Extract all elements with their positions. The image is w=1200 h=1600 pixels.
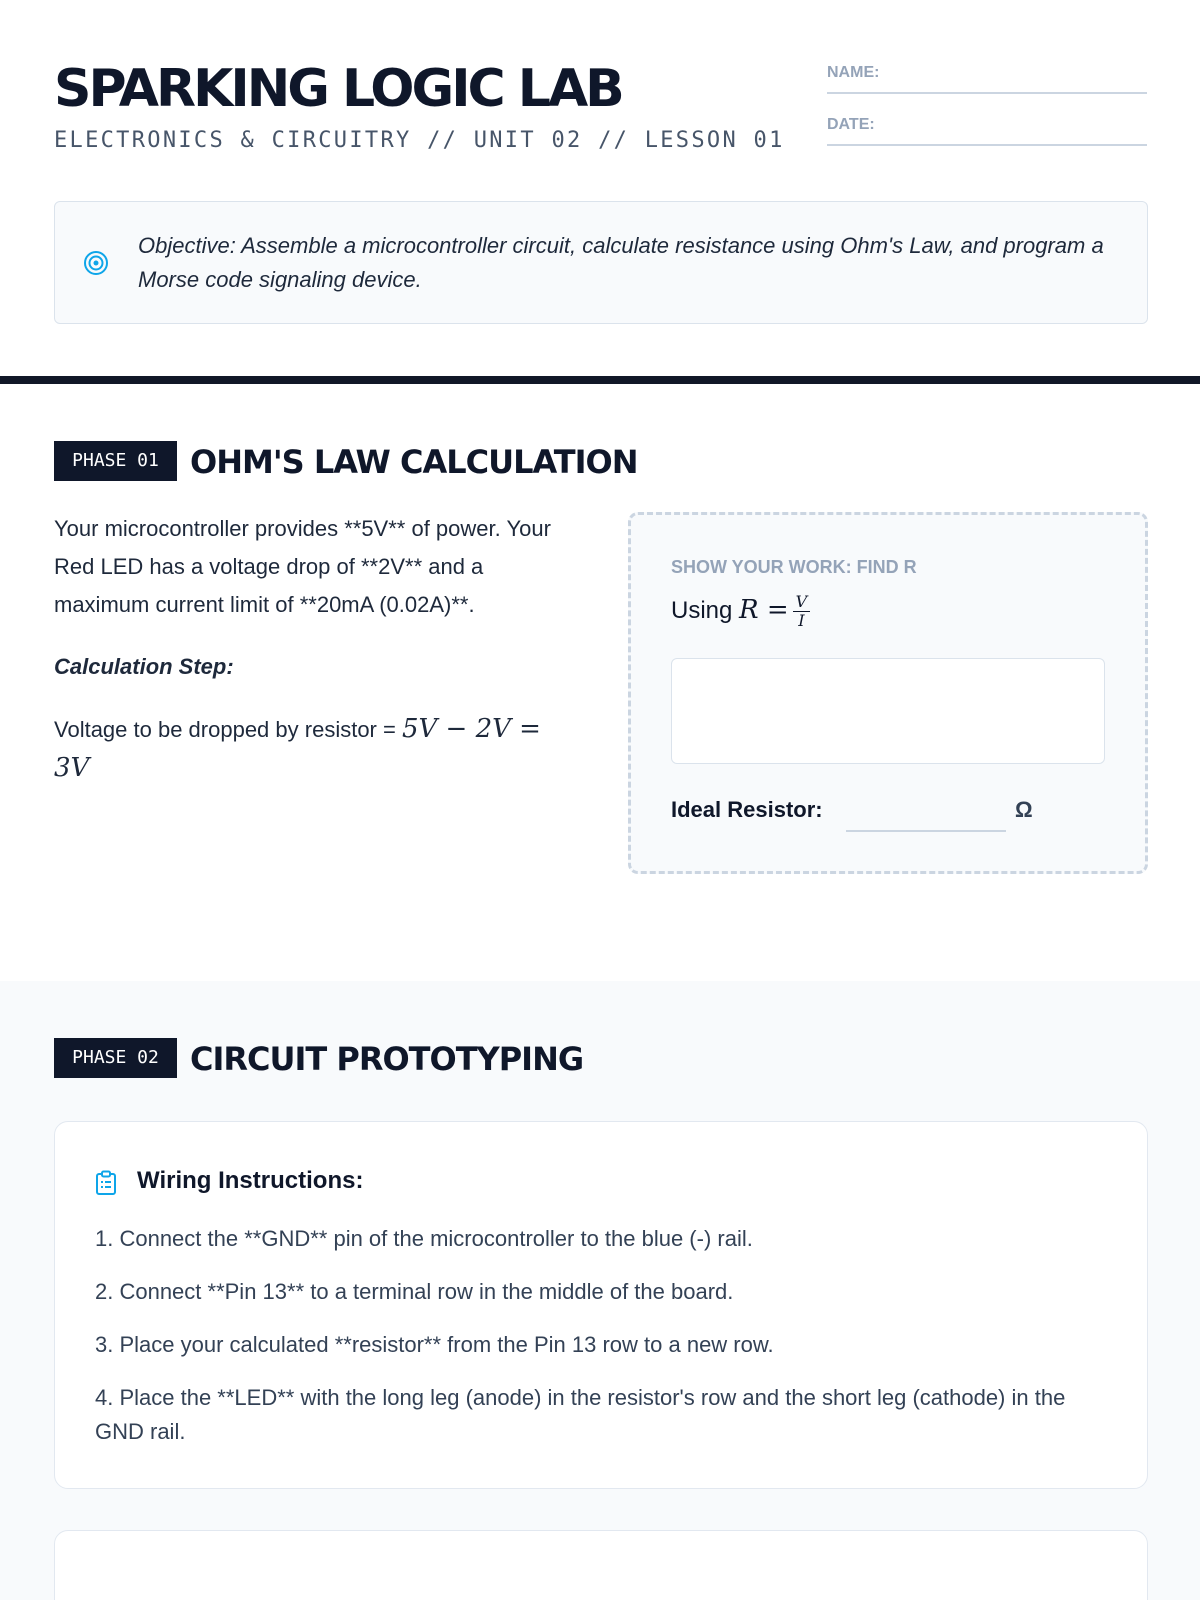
wiring-step: 1. Connect the **GND** pin of the microcontroller to the blue (-) rail. <box>95 1226 753 1251</box>
work-answer-box[interactable] <box>671 658 1105 764</box>
objective-text: Objective: Assemble a microcontroller circuit, calculate resistance using Ohm's Law, and program a Morse code signaling device. <box>138 233 1104 292</box>
ideal-resistor-input[interactable] <box>846 830 1006 832</box>
wiring-instructions-card <box>54 1121 1148 1489</box>
formula-line <box>671 593 810 630</box>
clipboard-icon <box>95 1170 117 1196</box>
section-divider <box>0 376 1200 384</box>
voltage-expression: 5V − 2V = 3V <box>54 714 541 783</box>
formula-fraction <box>793 593 811 630</box>
voltage-prefix: Voltage to be dropped by resistor = <box>54 717 402 742</box>
page-title: SPARKING LOGIC LAB <box>54 59 622 119</box>
ohm-unit: Ω <box>1015 797 1033 822</box>
target-icon <box>83 250 109 276</box>
wiring-step: 4. Place the **LED** with the long leg (anode) in the resistor's row and the short leg (cathode) in the GND rail. <box>95 1385 1066 1444</box>
voltage-drop-line <box>54 710 574 788</box>
worksheet-header <box>54 56 1148 166</box>
formula-lhs: R = <box>739 594 789 625</box>
ideal-resistor-label: Ideal Resistor: <box>671 797 823 822</box>
name-label: NAME: <box>827 64 880 81</box>
wiring-title: Wiring Instructions: <box>137 1167 364 1194</box>
show-work-label: SHOW YOUR WORK: FIND R <box>671 557 917 577</box>
calculation-step-label: Calculation Step: <box>54 654 234 679</box>
phase-01-tag: PHASE 01 <box>54 441 177 481</box>
using-prefix: Using <box>671 596 733 624</box>
phase-01-instructions <box>54 510 574 788</box>
formula-numerator: V <box>793 593 811 612</box>
objective-box <box>54 201 1148 324</box>
phase-01-title: OHM'S LAW CALCULATION <box>190 443 638 481</box>
phase-02-title: CIRCUIT PROTOTYPING <box>190 1040 584 1078</box>
name-field[interactable] <box>827 56 1147 94</box>
date-label: DATE: <box>827 116 875 133</box>
page-subtitle: ELECTRONICS & CIRCUITRY // UNIT 02 // LESSON 01 <box>54 128 785 153</box>
formula-denominator: I <box>798 611 805 630</box>
phase-01-intro: Your microcontroller provides **5V** of power. Your Red LED has a voltage drop of **2V** and a maximum current limit of **20mA (0.02A)**. <box>54 516 551 617</box>
wiring-steps-list <box>95 1222 1105 1468</box>
phase-02-header <box>54 1038 854 1078</box>
phase-01-header <box>54 441 854 481</box>
show-work-box <box>628 512 1148 874</box>
phase-02-tag: PHASE 02 <box>54 1038 177 1078</box>
next-card <box>54 1530 1148 1600</box>
date-field[interactable] <box>827 108 1147 146</box>
wiring-step: 2. Connect **Pin 13** to a terminal row in the middle of the board. <box>95 1279 734 1304</box>
wiring-step: 3. Place your calculated **resistor** from the Pin 13 row to a new row. <box>95 1332 774 1357</box>
